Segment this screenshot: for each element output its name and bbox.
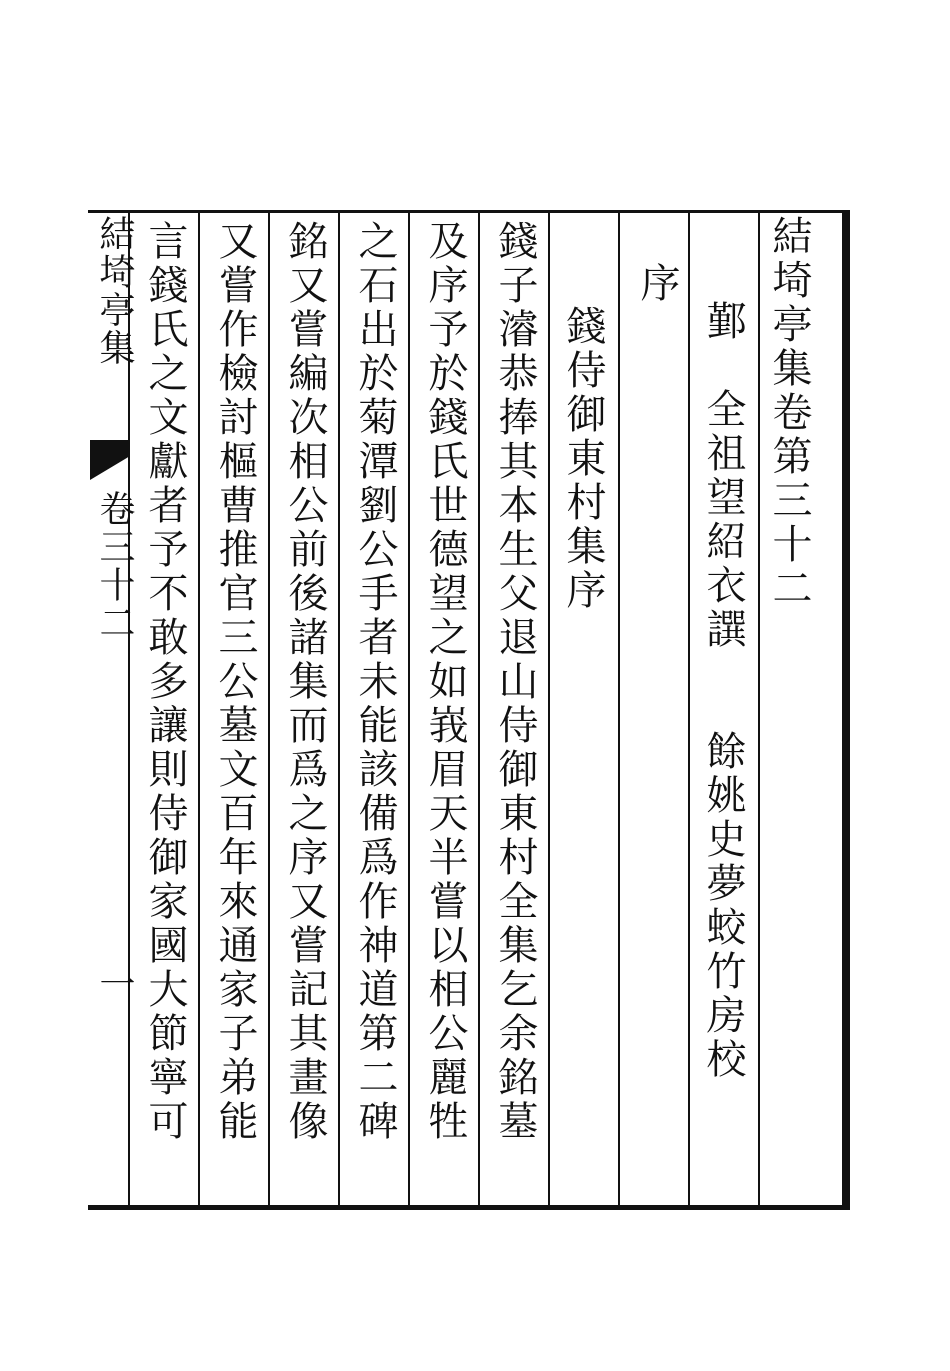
column-rule xyxy=(548,213,550,1205)
body-column: 銘又嘗編次相公前後諸集而爲之序又嘗記其畫像 xyxy=(282,220,328,1144)
column-rule xyxy=(478,213,480,1205)
volume-title: 結埼亭集卷第三十二 xyxy=(766,215,812,611)
body-column: 及序予於錢氏世德望之如峩眉天半嘗以相公麗牲 xyxy=(422,220,468,1144)
margin-page-number: 一 xyxy=(94,965,135,1003)
column-rule xyxy=(268,213,270,1205)
body-column: 錢子濬恭捧其本生父退山侍御東村全集乞余銘墓 xyxy=(492,220,538,1144)
section-heading: 序 xyxy=(634,262,680,306)
author-line: 鄞 全祖望紹衣譔 xyxy=(700,300,746,652)
essay-title: 錢侍御東村集序 xyxy=(560,305,606,613)
body-column: 言錢氏之文獻者予不敢多讓則侍御家國大節寧可 xyxy=(142,220,188,1144)
column-rule xyxy=(198,213,200,1205)
column-rule xyxy=(618,213,620,1205)
editor-line: 餘姚史夢蛟竹房校 xyxy=(700,730,746,1082)
body-column: 又嘗作檢討樞曹推官三公墓文百年來通家子弟能 xyxy=(212,220,258,1144)
column-rule xyxy=(688,213,690,1205)
margin-volume: 卷三十二 xyxy=(94,490,135,642)
column-rule xyxy=(338,213,340,1205)
body-column: 之石出於菊潭劉公手者未能該備爲作神道第二碑 xyxy=(352,220,398,1144)
margin-title: 結埼亭集 xyxy=(94,215,135,367)
column-rule xyxy=(408,213,410,1205)
